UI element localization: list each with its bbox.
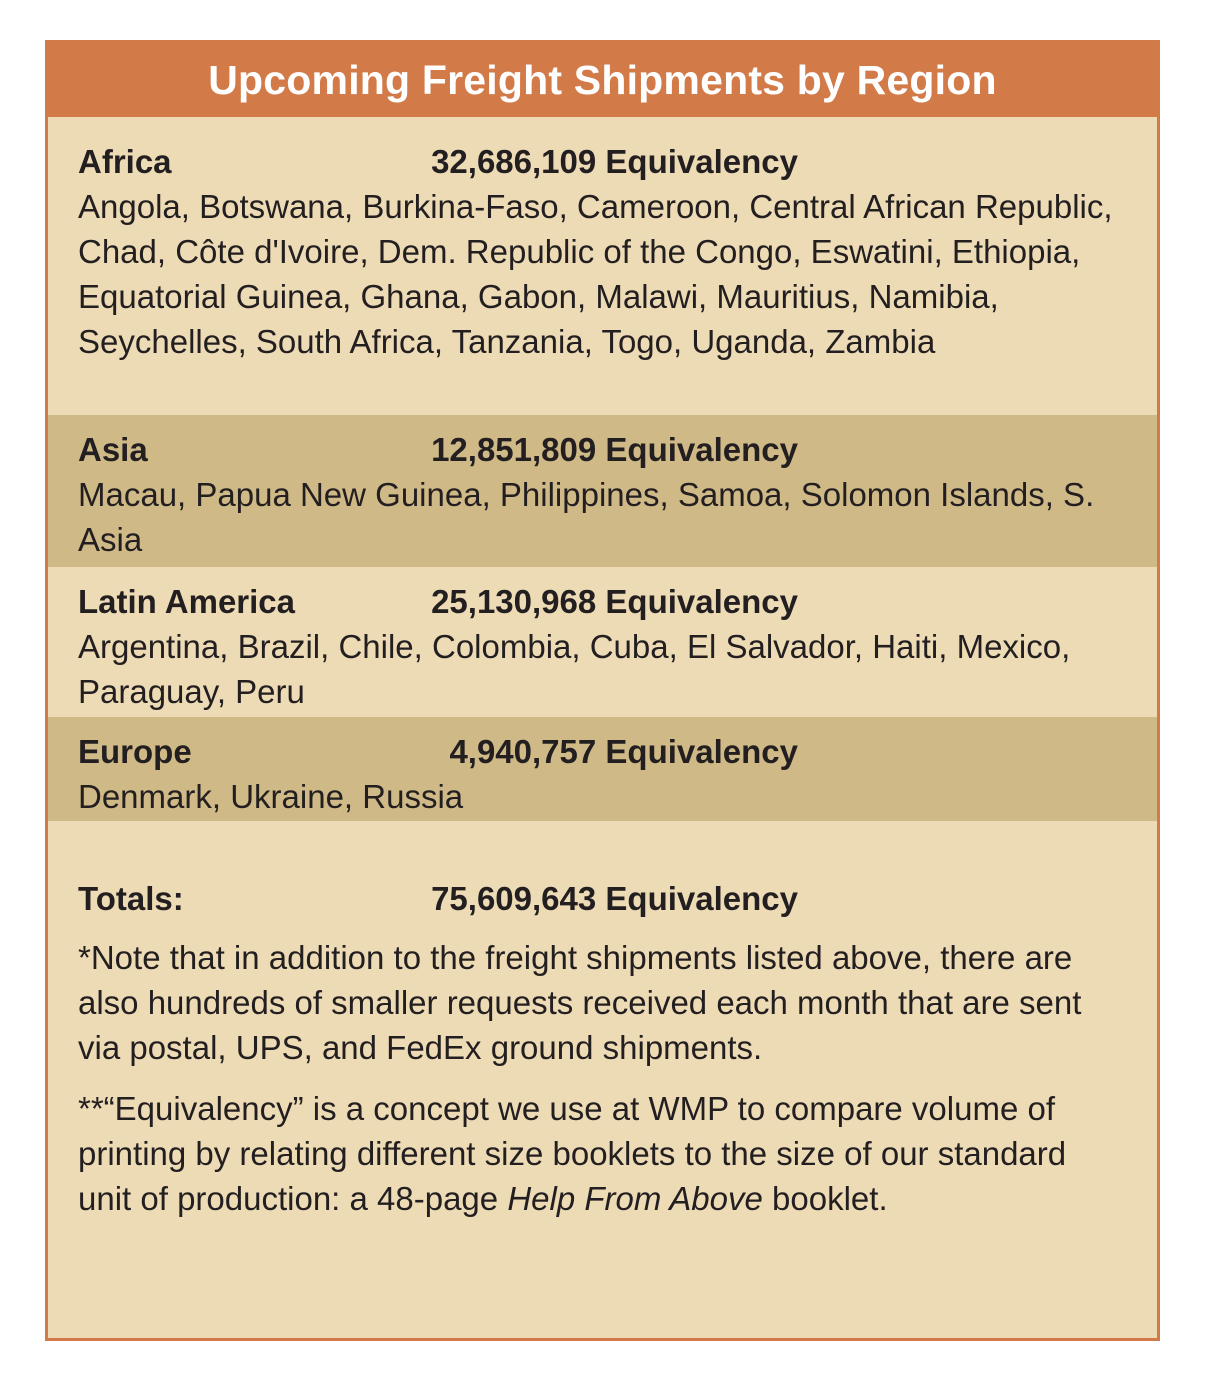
region-countries: Macau, Papua New Guinea, Philippines, Samoa, Solomon Islands, S. Asia	[78, 476, 1095, 558]
footnote-shipments: *Note that in addition to the freight shipments listed above, there are also hundreds of smaller requests received each month that are sent via postal, UPS, and FedEx ground shipments.	[78, 939, 1082, 1066]
totals-label: Totals:	[78, 880, 184, 917]
title-bar	[48, 43, 1157, 117]
region-name: Europe	[78, 733, 192, 770]
booklet-title: Help From Above	[507, 1180, 763, 1217]
freight-shipments-card	[45, 40, 1160, 1341]
region-header	[78, 579, 1127, 624]
region-header	[78, 139, 1127, 184]
region-header	[78, 427, 1127, 472]
region-countries: Angola, Botswana, Burkina-Faso, Cameroon, Central African Republic, Chad, Côte d'Ivoire, Dem. Republic of the Congo, Eswatini, Ethiopia, Equatorial Guinea, Ghana, Gabon, Malawi, Mauritius, Namibia, Seychelles, South Africa, Tanzania, Togo, Uganda, Zambia	[78, 188, 1113, 360]
region-countries: Denmark, Ukraine, Russia	[78, 778, 464, 815]
totals-amount: 75,609,643 Equivalency	[431, 880, 798, 917]
region-europe	[48, 717, 1157, 821]
region-name: Africa	[78, 143, 172, 180]
region-amount: 32,686,109 Equivalency	[431, 143, 798, 180]
region-asia	[48, 415, 1157, 567]
totals-row	[48, 821, 1157, 921]
region-countries: Argentina, Brazil, Chile, Colombia, Cuba, El Salvador, Haiti, Mexico, Paraguay, Peru	[78, 628, 1071, 710]
region-africa	[48, 117, 1157, 415]
footnote-equivalency-end: booklet.	[762, 1180, 888, 1217]
region-header	[78, 729, 1127, 774]
region-name: Latin America	[78, 583, 296, 620]
region-latin-america	[48, 567, 1157, 717]
page-title: Upcoming Freight Shipments by Region	[208, 56, 997, 103]
region-amount: 12,851,809 Equivalency	[431, 431, 798, 468]
footnote-equivalency-text: **“Equivalency” is a concept we use at WMP to compare volume of printing by relating different size booklets to the size of our standard unit of production: a 48-page	[78, 1090, 1067, 1217]
region-amount: 25,130,968 Equivalency	[431, 583, 798, 620]
region-amount: 4,940,757 Equivalency	[449, 733, 798, 770]
region-name: Asia	[78, 431, 148, 468]
footnote-equivalency	[48, 1086, 1157, 1221]
